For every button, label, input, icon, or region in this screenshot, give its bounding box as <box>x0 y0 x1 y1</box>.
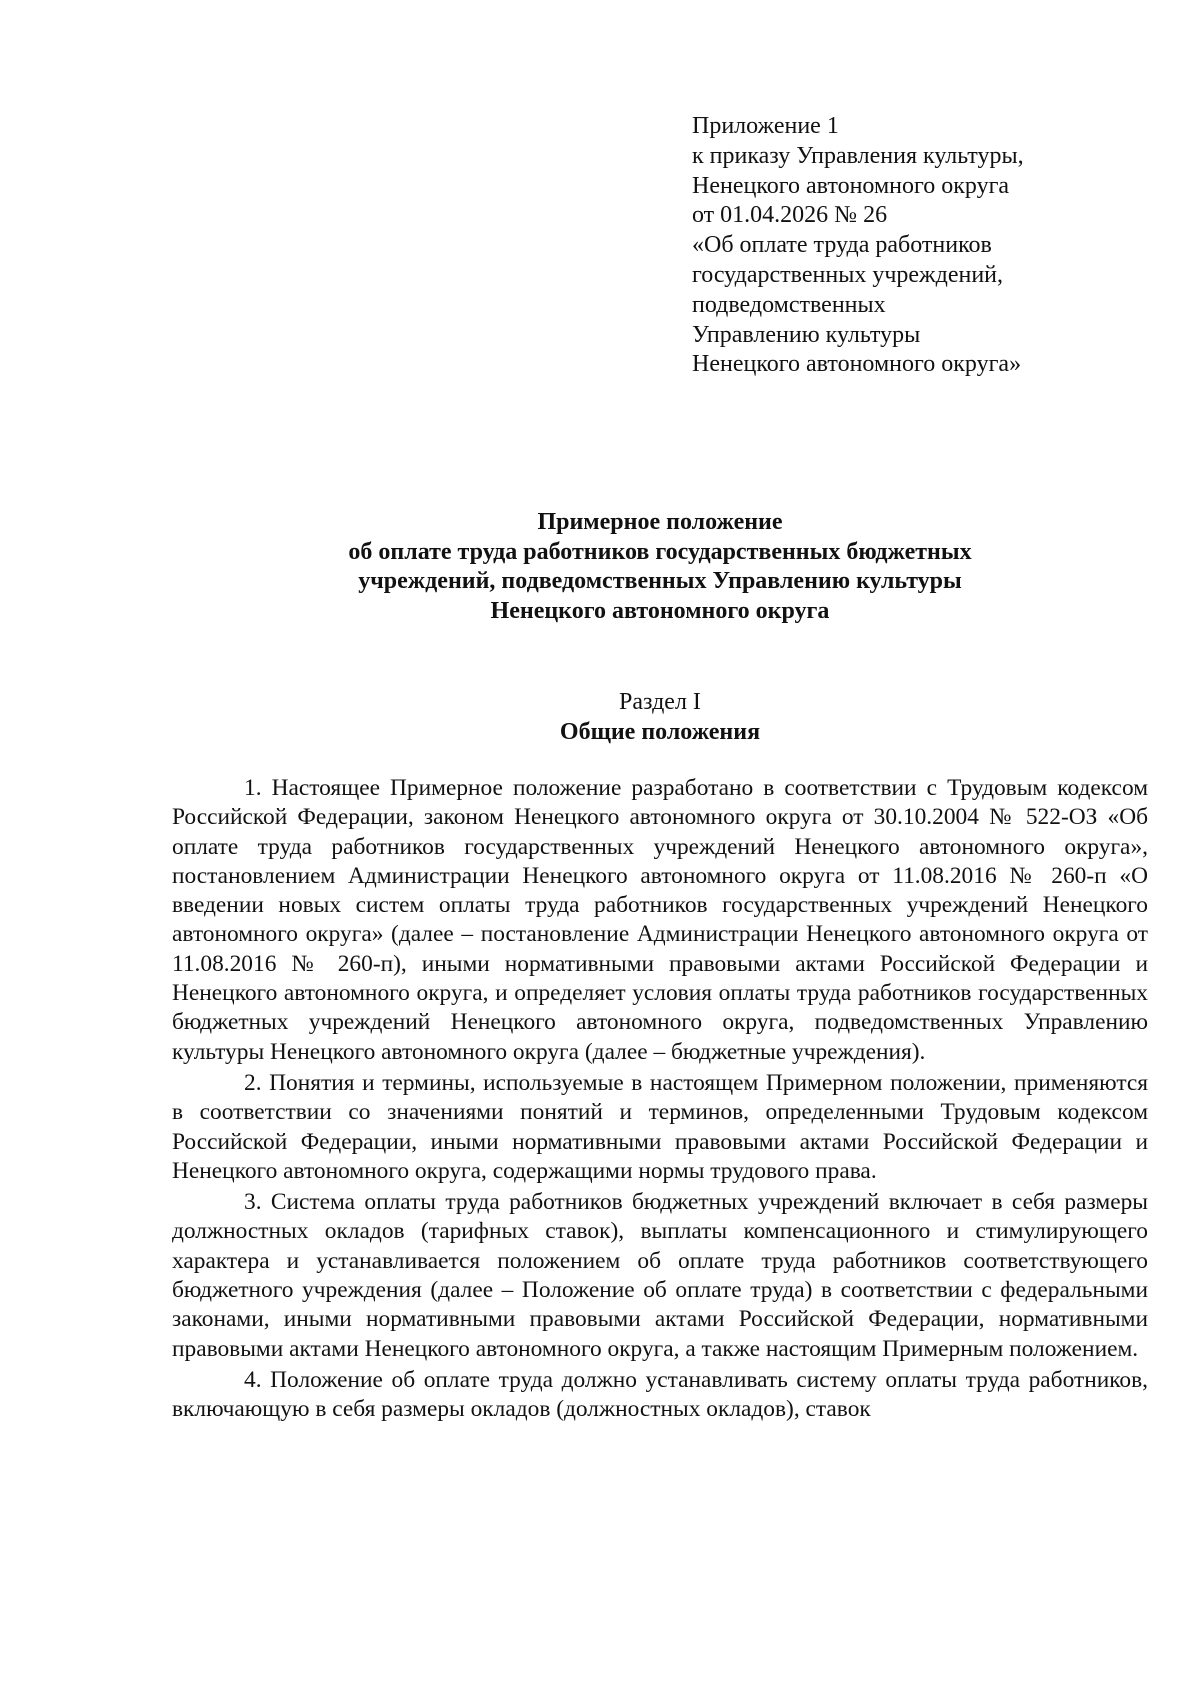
title-line: Примерное положение <box>537 509 783 535</box>
appendix-line: Приложение 1 <box>692 113 839 139</box>
appendix-line: Ненецкого автономного округа» <box>692 351 1022 378</box>
title-line: об оплате труда работников государственных бюджетных <box>348 538 972 565</box>
paragraph: 2. Понятия и термины, используемые в настоящем Примерном положении, применяются в соответствии со значениями понятий и терминов, определенными Трудовым кодексом Российской Федерации, иными нормативными правовыми актами Российской Федерации и Ненецкого автономного округа, содержащими нормы трудового права. <box>172 1069 1148 1184</box>
paragraph: 1. Настоящее Примерное положение разработано в соответствии с Трудовым кодексом Российской Федерации, законом Ненецкого автономного округа от 30.10.2004 № 522-ОЗ «Об оплате труда работников государственных учреждений Ненецкого автономного округа», постановлением Администрации Ненецкого автономного округа от 11.08.2016 № 260-п «О введении новых систем оплаты труда работников государственных учреждений Ненецкого автономного округа» (далее – постановление Администрации Ненецкого автономного округа от 11.08.2016 № 260-п), иными нормативными правовыми актами Российской Федерации и Ненецкого автономного округа, и определяет условия оплаты труда работников государственных бюджетных учреждений Ненецкого автономного округа, подведомственных Управлению культуры Ненецкого автономного округа (далее – бюджетные учреждения). <box>172 775 1148 1065</box>
appendix-line: подведомственных <box>692 291 886 318</box>
appendix-line: государственных учреждений, <box>692 261 1004 288</box>
section-label: Раздел I <box>619 689 701 715</box>
title-line: учреждений, подведомственных Управлению культуры <box>358 568 962 595</box>
appendix-line: «Об оплате труда работников <box>692 232 992 259</box>
appendix-block <box>692 112 1162 380</box>
title-line: Ненецкого автономного округа <box>490 597 830 624</box>
paragraph: 4. Положение об оплате труда должно устанавливать систему оплаты труда работников, включающую в себя размеры окладов (должностных окладов), ставок <box>172 1366 1148 1423</box>
section-title: Общие положения <box>559 719 761 745</box>
appendix-line: к приказу Управления культуры, <box>692 142 1024 169</box>
document-title <box>170 508 1150 626</box>
appendix-line: от 01.04.2026 № 26 <box>692 202 888 229</box>
appendix-line: Управлению культуры <box>692 321 921 348</box>
paragraph: 3. Система оплаты труда работников бюджетных учреждений включает в себя размеры должностных окладов (тарифных ставок), выплаты компенсационного и стимулирующего характера и устанавливается положением об оплате труда работников соответствующего бюджетного учреждения (далее – Положение об оплате труда) в соответствии с федеральными законами, иными нормативными правовыми актами Российской Федерации, нормативными правовыми актами Ненецкого автономного округа, а также настоящим Примерным положением. <box>172 1189 1148 1362</box>
document-body <box>172 774 1148 1427</box>
appendix-line: Ненецкого автономного округа <box>692 172 1010 199</box>
